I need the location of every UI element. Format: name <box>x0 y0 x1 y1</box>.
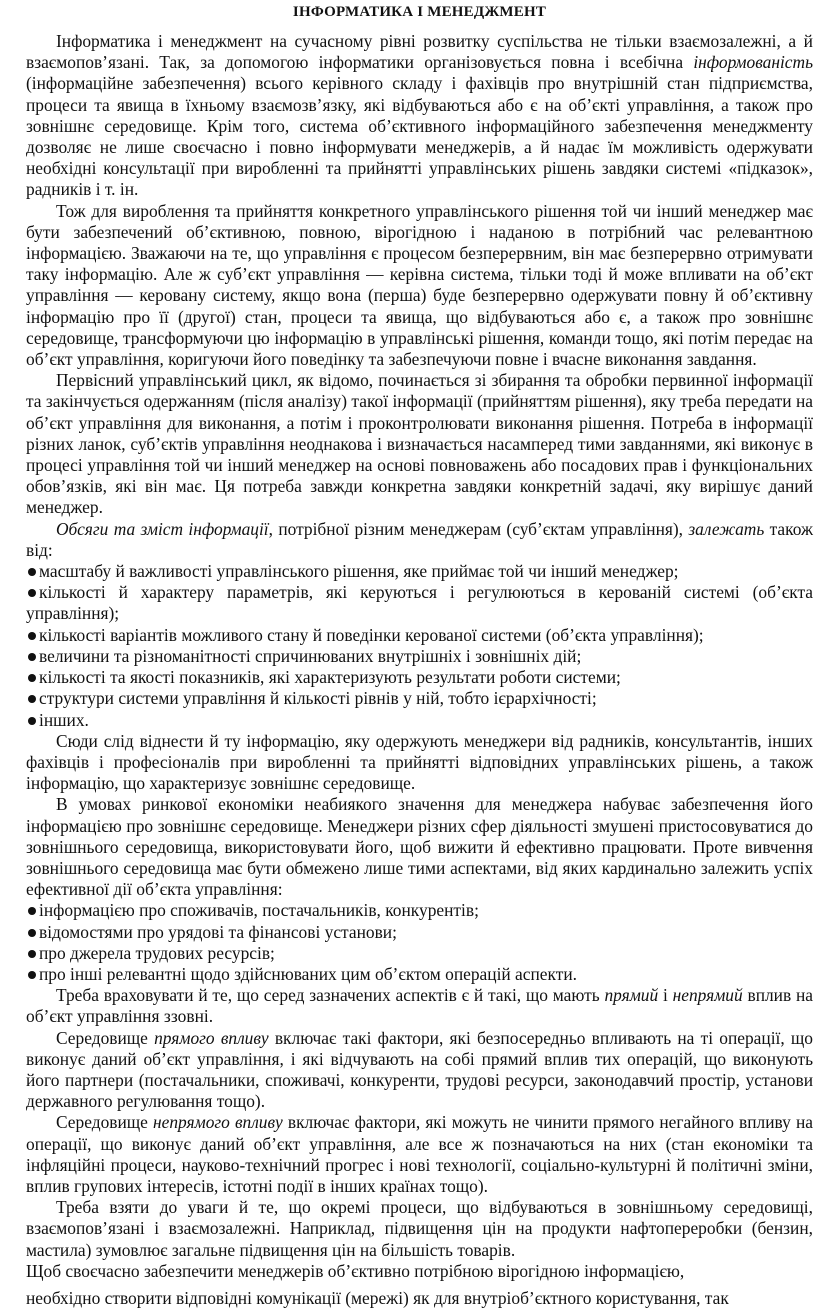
bullet-icon <box>28 971 36 979</box>
list-item: масштабу й важливості управлінського рішення, яке приймає той чи інший менеджер; <box>26 561 813 582</box>
paragraph-10: Треба взяти до уваги й те, що окремі процеси, що відбуваються в зовнішньому середовищі, взаємопов’язані і взаємозалежні. Наприклад, підвищення цін на продукти нафтопереробки (бензин, мастила) зумовлює загальне підвищення цін на більшість товарів. <box>26 1197 813 1260</box>
paragraph-9: Середовище непрямого впливу включає фактори, які можуть не чинити прямого негайного впливу на операції, що виконує даний об’єкт управління, але все ж позначаються на них (стан економіки та інфляційні процеси, науково-технічний прогрес і нові технології, соціально-культурні й політичні зміни, вплив групових інтересів, істотні події в інших країнах тощо). <box>26 1112 813 1196</box>
list-item: про джерела трудових ресурсів; <box>26 943 813 964</box>
paragraph-3: Первісний управлінський цикл, як відомо, починається зі збирання та обробки первинної інформації та закінчується одержанням (після аналізу) такої інформації (прийняттям рішення), яку треба передати на об’єкт управління для виконання, а потім і проконтролювати виконання рішення. Потреба в інформації різних ланок, суб’єктів управління неоднакова і визначається насамперед тими завданнями, які виконує в процесі управління той чи інший менеджер на основі повноважень або посадових прав і функціональних обов’язків, які він має. Ця потреба завжди конкретна завдяки конкретній задачі, яку вирішує даний менеджер. <box>26 370 813 518</box>
bullet-icon <box>28 695 36 703</box>
bullet-icon <box>28 929 36 937</box>
list-item: кількості та якості показників, які характеризують результати роботи системи; <box>26 667 813 688</box>
emphasis-term: залежать <box>688 518 765 539</box>
bullet-icon <box>28 717 36 725</box>
paragraph-1: Інформатика і менеджмент на сучасному рівні розвитку суспільства не тільки взаємозалежні, а й взаємопов’язані. Так, за допомогою інформатики організовується повна і всебічна інформованість (інформаційне забезпечення) всього керівного складу і фахівців про внутрішній стан підприємства, процеси та явища в їхньому взаємозв’язку, які відбуваються або є на об’єкті управління, а також про зовнішнє середовище. Крім того, система об’єктивного інформаційного забезпечення менеджменту дозволяє не лише своєчасно і повно інформувати менеджерів, а й надає їм можливість одержувати необхідні консультації при виробленні та прийнятті управлінських рішень завдяки системі «підказок», радників і т. ін. <box>26 31 813 200</box>
list-item: кількості варіантів можливого стану й поведінки керованої системи (об’єкта управління); <box>26 625 813 646</box>
bullet-icon <box>28 950 36 958</box>
emphasis-term: непрямого впливу <box>153 1112 283 1133</box>
list-item: структури системи управління й кількості рівнів у ній, тобто ієрархічності; <box>26 688 813 709</box>
paragraph-8: Середовище прямого впливу включає такі фактори, які безпосередньо впливають на ті операції, що виконує даний об’єкт управління, і які відчувають на собі прямий вплив тих операцій, що виконують його партнери (постачальники, споживачі, конкуренти, трудові ресурси, законодавчий простір, установи державного регулювання тощо). <box>26 1027 813 1112</box>
bullet-icon <box>28 907 36 915</box>
emphasis-term: прямого впливу <box>154 1027 269 1048</box>
emphasis-term: інформованість <box>693 52 813 73</box>
bullet-icon <box>28 674 36 682</box>
bullet-icon <box>28 589 36 597</box>
bullet-icon <box>28 632 36 640</box>
emphasis-term: непрямий <box>672 985 743 1006</box>
list-item: інформацією про споживачів, постачальників, конкурентів; <box>26 900 813 921</box>
paragraph-7: Треба враховувати й те, що серед зазначених аспектів є й такі, що мають прямий і непрямий вплив на об’єкт управління ззовні. <box>26 985 814 1027</box>
page-title: ІНФОРМАТИКА І МЕНЕДЖМЕНТ <box>292 4 547 20</box>
bullet-icon <box>28 653 36 661</box>
paragraph-12: необхідно створити відповідні комунікації (мережі) як для внутріоб’єктного користування, так <box>26 1287 729 1308</box>
list-item: відомостями про урядові та фінансові установи; <box>26 922 813 943</box>
emphasis-term: Обсяги та зміст інформації <box>56 518 269 539</box>
list-item: про інші релевантні щодо здійснюваних цим об’єктом операцій аспекти. <box>26 964 813 985</box>
environment-list <box>26 900 813 985</box>
paragraph-5: Сюди слід віднести й ту інформацію, яку одержують менеджери від радників, консультантів, інших фахівців і професіоналів при виробленні та прийнятті відповідних управлінських рішень, а також інформацію, що характеризує зовнішнє середовище. <box>26 730 813 794</box>
paragraph-2: Тож для вироблення та прийняття конкретного управлінського рішення той чи інший менеджер має бути забезпечений об’єктивною, повною, вірогідною і наданою в потрібний час релевантною інформацією. Зважаючи на те, що управління є процесом безперервним, він має безперервно отримувати таку інформацію. Але ж суб’єкт управління — керівна система, тільки тоді й може впливати на об’єкт управління — керовану систему, якщо вона (перша) буде безперервно одержувати повну й об’єктивну інформацію про її (другої) стан, процеси та явища, що відбуваються або є, а також про зовнішнє середовище, трансформуючи цю інформацію в управлінські рішення, команди тощо, які потім передає на об’єкт управління, коригуючи його поведінку та забезпечуючи повне і вчасне виконання завдання. <box>26 200 813 370</box>
list-item: кількості й характеру параметрів, які керуються і регулюються в керованій системі (об’єкта управління); <box>26 582 813 624</box>
paragraph-6: В умовах ринкової економіки неабиякого значення для менеджера набуває забезпечення його інформацією про зовнішнє середовище. Менеджери різних сфер діяльності змушені пристосовуватися до зовнішнього середовища, використовувати його, щоб вижити й ефективно працювати. Проте вивчення зовнішнього середовища має бути обмежено лише тими аспектами, від яких кардинально залежить успіх ефективної дії об’єкта управління: <box>26 794 813 900</box>
bullet-icon <box>28 568 36 576</box>
dependency-list <box>26 561 813 731</box>
emphasis-term: прямий <box>604 985 659 1006</box>
paragraph-11: Щоб своєчасно забезпечити менеджерів об’єктивно потрібною вірогідною інформацією, <box>26 1260 685 1281</box>
list-item: інших. <box>26 710 813 731</box>
list-item: величини та різноманітності спричинюваних внутрішніх і зовнішніх дій; <box>26 646 813 667</box>
paragraph-4: Обсяги та зміст інформації, потрібної різним менеджерам (суб’єктам управління), залежать також від: <box>26 518 813 560</box>
